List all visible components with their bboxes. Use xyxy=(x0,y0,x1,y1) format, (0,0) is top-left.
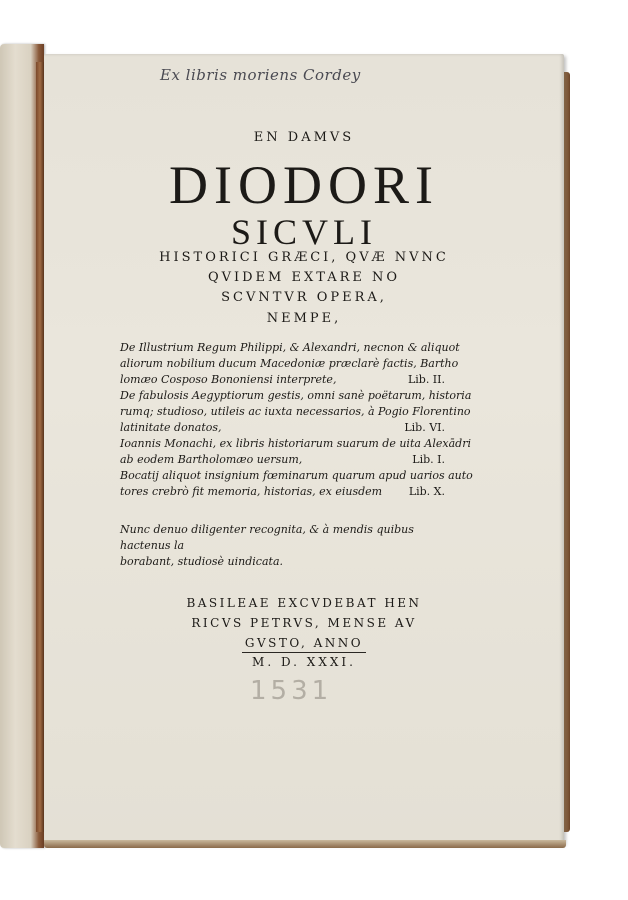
contents-text: rumq; studioso, utileis ac iuxta necessarios, à Pogio Florentino xyxy=(120,405,471,418)
contents-ref xyxy=(471,404,477,420)
contents-text: Ioannis Monachi, ex libris historiarum suarum de uita Alexādri xyxy=(120,437,471,450)
date-text: M. D. XXXI. xyxy=(242,652,366,669)
contents-ref: Lib. X. xyxy=(408,485,445,498)
contents-text: ab eodem Bartholomæo uersum, xyxy=(120,453,303,466)
handwritten-provenance-note: Ex libris moriens Cordey xyxy=(160,66,361,84)
contents-ref xyxy=(460,340,466,356)
contents-row xyxy=(120,372,445,388)
contents-list xyxy=(120,340,473,500)
page-edge-right xyxy=(563,72,570,832)
pencil-year-note: 1531 xyxy=(250,676,333,706)
subtitle-line: QVIDEM EXTARE NO xyxy=(207,270,401,285)
author-name-line2: SICVLI xyxy=(231,212,377,252)
contents-row xyxy=(120,356,459,372)
contents-row xyxy=(120,452,445,468)
contents-row xyxy=(120,468,473,484)
subtitle-line: HISTORICI GRÆCI, QVÆ NVNC xyxy=(159,250,449,265)
contents-row xyxy=(120,340,460,356)
contents-row xyxy=(120,436,471,452)
imprint-line: BASILEAE EXCVDEBAT HEN xyxy=(186,596,422,610)
contents-ref: Lib. I. xyxy=(412,453,445,466)
imprint-line: GVSTO, ANNO xyxy=(244,636,364,650)
note-line: Nunc denuo diligenter recognita, & à mendis quibus hactenus la xyxy=(120,523,414,552)
contents-text: Bocatij aliquot insignium fœminarum quarum apud uarios auto xyxy=(120,469,473,482)
contents-ref xyxy=(473,468,479,484)
contents-ref: Lib. VI. xyxy=(404,421,445,434)
book-spine xyxy=(36,62,44,832)
subtitle-line: SCVNTVR OPERA, xyxy=(221,290,387,305)
contents-row xyxy=(120,404,471,420)
publication-date xyxy=(44,652,564,669)
contents-ref xyxy=(471,436,477,452)
contents-text: latinitate donatos, xyxy=(120,421,222,434)
contents-text: lomæo Cosposo Bononiensi interprete, xyxy=(120,373,337,386)
author-name-line1: DIODORI xyxy=(169,155,439,215)
contents-text: aliorum nobilium ducum Macedoniæ præclarè factis, Bartho xyxy=(120,357,459,370)
contents-row xyxy=(120,484,445,500)
contents-row xyxy=(120,420,445,436)
recognition-note xyxy=(120,522,445,570)
note-line: borabant, studiosè uindicata. xyxy=(120,555,284,568)
contents-ref xyxy=(471,388,477,404)
contents-ref: Lib. II. xyxy=(407,373,445,386)
contents-row xyxy=(120,388,472,404)
contents-text: De fabulosis Aegyptiorum gestis, omni sanè poëtarum, historia xyxy=(120,389,472,402)
page-edge-bottom xyxy=(44,840,566,848)
imprint-line: RICVS PETRVS, MENSE AV xyxy=(191,616,417,630)
contents-text: De Illustrium Regum Philippi, & Alexandri, necnon & aliquot xyxy=(120,341,460,354)
en-damus-heading: EN DAMVS xyxy=(253,130,355,145)
subtitle-line: NEMPE, xyxy=(266,311,342,326)
contents-text: tores crebrò fit memoria, historias, ex eiusdem xyxy=(120,485,383,498)
contents-ref xyxy=(458,356,464,372)
